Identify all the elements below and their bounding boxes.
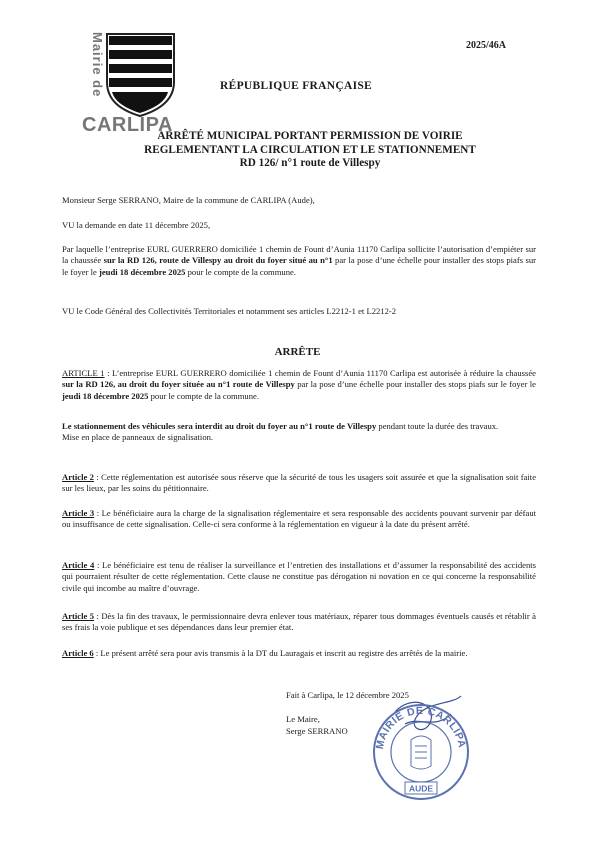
vu-request: VU la demande en date 11 décembre 2025, bbox=[62, 220, 211, 230]
article-4: Article 4 : Le bénéficiaire est tenu de réaliser la surveillance et l’entretien des installations et d’assumer la responsabilité des accidents qui pourraient résulter de cette réglementation. Cette clause ne constitue pas dérogation ni novation en ce qui concerne la responsabilité civile qui incombe au maître d’ouvrage. bbox=[62, 560, 536, 593]
title-line-3: RD 126/ n°1 route de Villespy bbox=[239, 157, 381, 169]
republic-heading: RÉPUBLIQUE FRANÇAISE bbox=[220, 80, 373, 92]
vu-code: VU le Code Général des Collectivités Territoriales et notamment ses articles L2212-1 et L2212-2 bbox=[62, 306, 397, 316]
place-and-date: Fait à Carlipa, le 12 décembre 2025 bbox=[286, 690, 409, 700]
article-2-label: Article 2 bbox=[62, 472, 94, 482]
municipal-logo bbox=[80, 30, 180, 135]
coat-of-arms-icon bbox=[107, 34, 174, 116]
article-1-label: ARTICLE 1 bbox=[62, 368, 105, 378]
logo-vertical-text: Mairie de bbox=[90, 32, 105, 98]
parking-paragraph: Le stationnement des véhicules sera interdit au droit du foyer au n°1 route de Villespy pendant toute la durée des travaux. Mise en place de panneaux de signalisation. bbox=[62, 421, 499, 443]
signatory-role: Le Maire, bbox=[286, 714, 320, 724]
document-reference: 2025/46A bbox=[466, 40, 506, 51]
article-4-label: Article 4 bbox=[62, 560, 95, 570]
article-2: Article 2 : Cette réglementation est autorisée sous réserve que la sécurité de tous les usagers soit assurée et que la signalisation soit faite sur les lieux, par les soins du pétitionnaire. bbox=[62, 472, 537, 494]
article-3-label: Article 3 bbox=[62, 508, 95, 518]
intro-paragraph: Monsieur Serge SERRANO, Maire de la commune de CARLIPA (Aude), bbox=[62, 195, 315, 205]
article-5-label: Article 5 bbox=[62, 611, 95, 621]
request-paragraph: Par laquelle l’entreprise EURL GUERRERO domiciliée 1 chemin de Fount d’Aunia 11170 Carlipa sollicite l’autorisation d’empiéter sur la chaussée sur la RD 126, route de Villespy au droit du foyer situé au n°1 par la pose d’une échelle pour installer des stops piafs sur le foyer le jeudi 18 décembre 2025 pour le compte de la commune. bbox=[62, 244, 536, 277]
official-stamp bbox=[365, 690, 477, 802]
title-line-1: ARRÊTÉ MUNICIPAL PORTANT PERMISSION DE VOIRIE bbox=[157, 130, 463, 142]
stamp-emblem-icon bbox=[411, 736, 431, 769]
arrete-heading: ARRÊTE bbox=[274, 346, 321, 358]
article-3: Article 3 : Le bénéficiaire aura la charge de la signalisation réglementaire et sera responsable des accidents pouvant survenir par défaut ou insuffisance de cette signalisation. Celle-ci sera conforme à la réglementation en vigueur à la date du présent arrêté. bbox=[62, 508, 536, 530]
stamp-ring-text: MAIRIE DE CARLIPA bbox=[373, 704, 468, 751]
article-6: Article 6 : Le présent arrêté sera pour avis transmis à la DT du Lauragais et inscrit au registre des arrêtés de la mairie. bbox=[62, 648, 468, 658]
article-5: Article 5 : Dès la fin des travaux, le permissionnaire devra enlever tous matériaux, réparer tous dommages éventuels causés et rétablir à ses frais la voie publique et ses dépendances dans leur premier état. bbox=[62, 611, 536, 633]
title-line-2: REGLEMENTANT LA CIRCULATION ET LE STATIONNEMENT bbox=[144, 143, 476, 156]
signatory-name: Serge SERRANO bbox=[286, 726, 348, 736]
logo-name: CARLIPA bbox=[82, 114, 173, 135]
article-1: ARTICLE 1 : L’entreprise EURL GUERRERO domiciliée 1 chemin de Fount d’Aunia 11170 Carlipa est autorisée à réduire la chaussée sur la RD 126, au droit du foyer située au n°1 route de Villespy par la pose d’une échelle pour installer des stops piafs sur le foyer le jeudi 18 décembre 2025 pour le compte de la commune. bbox=[62, 368, 536, 401]
signatory-block bbox=[286, 713, 348, 737]
stamp-bottom-text: AUDE bbox=[408, 783, 434, 794]
decree-title bbox=[110, 130, 510, 171]
article-6-label: Article 6 bbox=[62, 648, 94, 658]
